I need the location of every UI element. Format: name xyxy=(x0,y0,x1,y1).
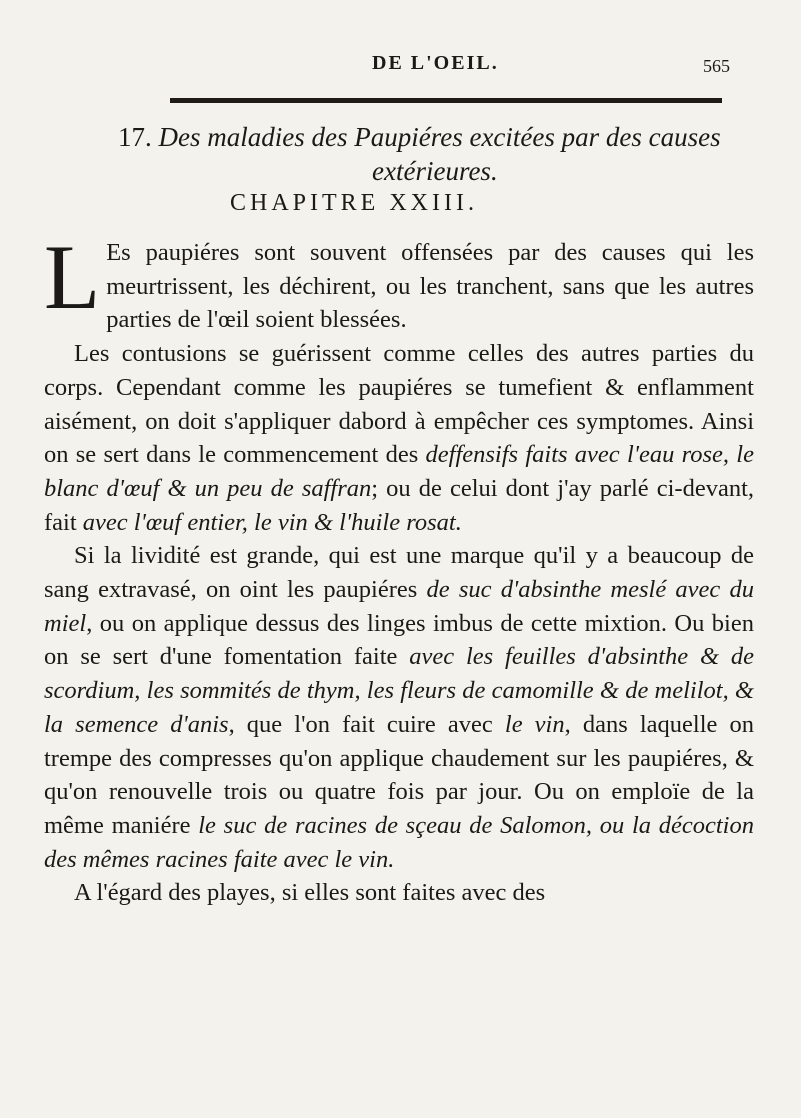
text-segment-italic: le vin xyxy=(504,710,565,738)
text-segment: , dans laquelle on trempe des compresses qu'on applique chaudement sur les paupiéres, & qu'on renouvelle trois ou quatre fois par jour. Ou on emploïe de la même maniére xyxy=(44,710,754,839)
section-number: 17. xyxy=(118,122,152,152)
text-segment: A l'égard des playes, si elles sont faites avec des xyxy=(74,879,546,907)
text-segment-italic: deffensifs faits avec l'eau rose, le blanc d'œuf & un peu de saffran xyxy=(44,441,754,502)
header-rule xyxy=(170,98,722,103)
text-segment: ; ou de celui dont j'ay parlé ci-devant, fait xyxy=(44,474,754,536)
text-segment: Si la lividité est grande, qui est une marque qu'il y a beaucoup de sang extravasé, on oint les paupiéres xyxy=(44,542,754,604)
running-head xyxy=(0,52,801,92)
section-heading xyxy=(118,120,728,188)
drop-cap: L xyxy=(44,226,101,328)
text-segment-italic: de suc d'absinthe meslé avec du miel xyxy=(44,576,755,637)
paragraph xyxy=(44,539,754,876)
body-text xyxy=(44,226,755,910)
text-segment: , ou on applique dessus des linges imbus de cette mixtion. Ou bien on se sert d'une fomentation faite xyxy=(44,609,754,671)
text-segment: Es paupiéres sont souvent offensées par des causes qui les meurtrissent, les déchirent, ou les tranchent, sans que les autres parties de l'œil soient blessées. xyxy=(106,239,754,334)
paragraph xyxy=(44,226,754,337)
section-title-line2: extérieures. xyxy=(372,156,498,186)
text-segment: , que l'on fait cuire avec xyxy=(228,710,505,738)
text-segment-italic: avec l'œuf entier, le vin & l'huile rosat. xyxy=(82,508,462,536)
running-head-title: DE L'OEIL. xyxy=(372,52,499,74)
page-number: 565 xyxy=(703,56,730,76)
text-segment: Les contusions se guérissent comme celles des autres parties du corps. Cependant comme les paupiéres se tumefient & enflamment aisément, on doit s'appliquer dabord à empêcher ces symptomes. Ainsi on se sert dans le commencement des xyxy=(44,340,754,469)
paragraph xyxy=(44,337,754,539)
paragraph xyxy=(44,876,754,910)
section-title-line1: Des maladies des Paupiéres excitées par des causes xyxy=(158,122,721,152)
text-segment-italic: avec les feuilles d'absinthe & de scordium, les sommités de thym, les fleurs de camomille & de melilot, & la semence d'anis xyxy=(44,643,754,738)
chapter-title: CHAPITRE XXIII. xyxy=(230,190,478,216)
text-segment-italic: le suc de racines de sçeau de Salomon, ou la décoction des mêmes racines faite avec le vin. xyxy=(44,811,754,873)
